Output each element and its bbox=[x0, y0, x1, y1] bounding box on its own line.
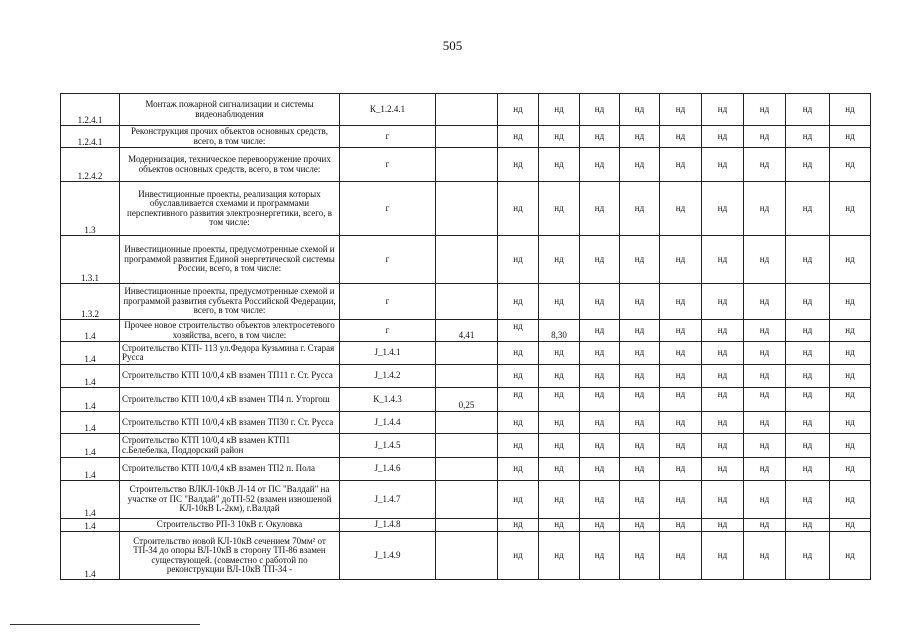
row-number: 1.4 bbox=[61, 434, 120, 458]
row-number: 1.4 bbox=[61, 365, 120, 388]
value-cell: нд bbox=[786, 458, 830, 481]
table-row bbox=[61, 126, 871, 148]
value-cell: нд bbox=[830, 519, 871, 532]
table-row bbox=[61, 182, 871, 236]
project-code: г bbox=[340, 182, 436, 236]
value-cell: 8,30 bbox=[539, 320, 580, 342]
value-cell: нд bbox=[580, 388, 620, 412]
value-cell: нд bbox=[539, 236, 580, 284]
page-number: 505 bbox=[442, 38, 463, 53]
value-cell: нд bbox=[580, 481, 620, 519]
value-cell: нд bbox=[498, 284, 539, 320]
project-code: К_1.2.4.1 bbox=[340, 94, 436, 126]
row-number: 1.2.4.1 bbox=[61, 94, 120, 126]
value-cell: 0,25 bbox=[436, 388, 498, 412]
project-name: Строительство ВЛКЛ-10кВ Л-14 от ПС "Валдай" на участке от ПС "Валдай" доТП-52 (взамен изношеной КЛ-10кВ L-2км), г.Валдай bbox=[120, 481, 340, 519]
value-cell bbox=[436, 481, 498, 519]
value-cell bbox=[436, 458, 498, 481]
value-cell: нд bbox=[786, 481, 830, 519]
value-cell: нд bbox=[744, 532, 786, 580]
value-cell: нд bbox=[498, 182, 539, 236]
value-cell bbox=[436, 284, 498, 320]
value-cell: нд bbox=[660, 434, 702, 458]
value-cell: нд bbox=[702, 365, 744, 388]
value-cell: нд bbox=[702, 342, 744, 365]
value-cell: нд bbox=[660, 532, 702, 580]
value-cell: нд bbox=[660, 182, 702, 236]
value-cell: нд bbox=[830, 532, 871, 580]
row-number: 1.4 bbox=[61, 458, 120, 481]
project-code: J_1.4.4 bbox=[340, 412, 436, 434]
table-row bbox=[61, 532, 871, 580]
value-cell: нд bbox=[620, 148, 660, 182]
value-cell: нд bbox=[786, 519, 830, 532]
value-cell bbox=[436, 126, 498, 148]
value-cell: нд bbox=[620, 126, 660, 148]
value-cell: нд bbox=[620, 365, 660, 388]
value-cell: нд bbox=[620, 94, 660, 126]
value-cell: нд bbox=[702, 320, 744, 342]
value-cell bbox=[436, 94, 498, 126]
value-cell: нд bbox=[498, 481, 539, 519]
value-cell: нд bbox=[498, 126, 539, 148]
row-number: 1.2.4.2 bbox=[61, 148, 120, 182]
table-row bbox=[61, 458, 871, 481]
value-cell: нд bbox=[620, 320, 660, 342]
value-cell: нд bbox=[498, 365, 539, 388]
value-cell: нд bbox=[498, 434, 539, 458]
value-cell: нд bbox=[539, 481, 580, 519]
value-cell: нд bbox=[786, 284, 830, 320]
value-cell: нд bbox=[744, 412, 786, 434]
row-number: 1.4 bbox=[61, 342, 120, 365]
row-number: 1.2.4.1 bbox=[61, 126, 120, 148]
value-cell: нд bbox=[786, 342, 830, 365]
value-cell: нд bbox=[620, 434, 660, 458]
value-cell bbox=[436, 365, 498, 388]
value-cell: 4,41 bbox=[436, 320, 498, 342]
value-cell: нд bbox=[830, 458, 871, 481]
value-cell: нд bbox=[702, 94, 744, 126]
value-cell: нд bbox=[660, 236, 702, 284]
project-name: Строительство КТП 10/0,4 кВ взамен КТП1 с.Белебелка, Поддорский район bbox=[120, 434, 340, 458]
project-name: Монтаж пожарной сигнализации и системы видеонаблюдения bbox=[120, 94, 340, 126]
value-cell: нд bbox=[660, 519, 702, 532]
value-cell: нд bbox=[830, 342, 871, 365]
value-cell: нд bbox=[786, 94, 830, 126]
project-name: Инвестиционные проекты, предусмотренные схемой и программой развития субъекта Российской Федерации, всего, в том числе: bbox=[120, 284, 340, 320]
value-cell: нд bbox=[580, 458, 620, 481]
table-body bbox=[61, 94, 871, 580]
value-cell: нд bbox=[744, 320, 786, 342]
value-cell: нд bbox=[786, 182, 830, 236]
project-name: Строительство КТП 10/0,4 кВ взамен ТП4 п. Уторгош bbox=[120, 388, 340, 412]
table-row bbox=[61, 148, 871, 182]
project-name: Прочее новое строительство объектов электросетевого хозяйства, всего, в том числе: bbox=[120, 320, 340, 342]
value-cell bbox=[436, 342, 498, 365]
value-cell: нд bbox=[620, 519, 660, 532]
value-cell: нд bbox=[498, 342, 539, 365]
value-cell: нд bbox=[786, 388, 830, 412]
value-cell bbox=[436, 236, 498, 284]
project-name: Модернизация, техническое перевооружение прочих объектов основных средств, всего, в том числе: bbox=[120, 148, 340, 182]
value-cell: нд bbox=[660, 412, 702, 434]
value-cell: нд bbox=[702, 236, 744, 284]
value-cell: нд bbox=[744, 342, 786, 365]
value-cell: нд bbox=[498, 236, 539, 284]
value-cell: нд bbox=[744, 182, 786, 236]
value-cell bbox=[436, 148, 498, 182]
value-cell: нд bbox=[580, 126, 620, 148]
value-cell: нд bbox=[660, 365, 702, 388]
value-cell: нд bbox=[744, 284, 786, 320]
project-code: J_1.4.9 bbox=[340, 532, 436, 580]
value-cell: нд bbox=[702, 434, 744, 458]
value-cell: нд bbox=[539, 342, 580, 365]
value-cell: нд bbox=[660, 126, 702, 148]
project-name: Инвестиционные проекты, предусмотренные схемой и программой развития Единой энергетической системы России, всего, в том числе: bbox=[120, 236, 340, 284]
value-cell: нд bbox=[539, 365, 580, 388]
value-cell: нд bbox=[660, 458, 702, 481]
value-cell: нд bbox=[498, 388, 539, 412]
project-name: Строительство новой КЛ-10кВ сечением 70мм² от ТП-34 до опоры ВЛ-10кВ в сторону ТП-86 взамен существующей. (совместно с работой по реконструкции ВЛ-10кВ ТП-34 - bbox=[120, 532, 340, 580]
value-cell: нд bbox=[830, 434, 871, 458]
table-row bbox=[61, 342, 871, 365]
project-code: г bbox=[340, 284, 436, 320]
value-cell: нд bbox=[498, 320, 539, 342]
value-cell: нд bbox=[830, 148, 871, 182]
value-cell: нд bbox=[620, 388, 660, 412]
value-cell: нд bbox=[786, 434, 830, 458]
value-cell: нд bbox=[830, 365, 871, 388]
value-cell: нд bbox=[580, 532, 620, 580]
project-code: J_1.4.1 bbox=[340, 342, 436, 365]
value-cell: нд bbox=[620, 481, 660, 519]
table-row bbox=[61, 388, 871, 412]
value-cell: нд bbox=[786, 126, 830, 148]
value-cell: нд bbox=[830, 481, 871, 519]
value-cell: нд bbox=[744, 519, 786, 532]
value-cell: нд bbox=[702, 519, 744, 532]
value-cell bbox=[436, 519, 498, 532]
value-cell: нд bbox=[498, 519, 539, 532]
value-cell: нд bbox=[498, 458, 539, 481]
value-cell: нд bbox=[660, 388, 702, 412]
value-cell: нд bbox=[660, 94, 702, 126]
value-cell: нд bbox=[539, 182, 580, 236]
value-cell: нд bbox=[580, 182, 620, 236]
value-cell: нд bbox=[702, 284, 744, 320]
value-cell: нд bbox=[744, 434, 786, 458]
value-cell: нд bbox=[702, 481, 744, 519]
project-name: Строительство КТП- 113 ул.Федора Кузьмина г. Старая Русса bbox=[120, 342, 340, 365]
value-cell: нд bbox=[620, 284, 660, 320]
project-code: J_1.4.6 bbox=[340, 458, 436, 481]
value-cell: нд bbox=[620, 236, 660, 284]
value-cell: нд bbox=[580, 320, 620, 342]
value-cell: нд bbox=[786, 236, 830, 284]
project-code: J_1.4.2 bbox=[340, 365, 436, 388]
value-cell bbox=[436, 412, 498, 434]
value-cell: нд bbox=[702, 148, 744, 182]
value-cell: нд bbox=[620, 412, 660, 434]
row-number: 1.4 bbox=[61, 532, 120, 580]
value-cell: нд bbox=[498, 532, 539, 580]
table-row bbox=[61, 481, 871, 519]
footnote-divider bbox=[10, 624, 200, 625]
value-cell: нд bbox=[660, 284, 702, 320]
row-number: 1.3 bbox=[61, 182, 120, 236]
value-cell: нд bbox=[744, 458, 786, 481]
value-cell: нд bbox=[539, 519, 580, 532]
project-code: К_1.4.3 bbox=[340, 388, 436, 412]
value-cell: нд bbox=[830, 236, 871, 284]
value-cell: нд bbox=[580, 284, 620, 320]
table-row bbox=[61, 94, 871, 126]
table-row bbox=[61, 434, 871, 458]
value-cell: нд bbox=[498, 94, 539, 126]
value-cell: нд bbox=[786, 320, 830, 342]
value-cell: нд bbox=[830, 182, 871, 236]
project-name: Строительство КТП 10/0,4 кВ взамен ТП30 г. Ст. Русса bbox=[120, 412, 340, 434]
project-code: J_1.4.5 bbox=[340, 434, 436, 458]
project-code: г bbox=[340, 320, 436, 342]
table-row bbox=[61, 320, 871, 342]
value-cell: нд bbox=[830, 388, 871, 412]
value-cell: нд bbox=[830, 126, 871, 148]
value-cell: нд bbox=[830, 320, 871, 342]
value-cell: нд bbox=[744, 126, 786, 148]
row-number: 1.4 bbox=[61, 519, 120, 532]
value-cell: нд bbox=[744, 236, 786, 284]
value-cell: нд bbox=[580, 94, 620, 126]
value-cell: нд bbox=[702, 412, 744, 434]
value-cell: нд bbox=[786, 365, 830, 388]
value-cell: нд bbox=[744, 481, 786, 519]
value-cell: нд bbox=[539, 412, 580, 434]
value-cell: нд bbox=[620, 532, 660, 580]
value-cell: нд bbox=[620, 458, 660, 481]
value-cell: нд bbox=[702, 182, 744, 236]
row-number: 1.4 bbox=[61, 412, 120, 434]
project-code: J_1.4.7 bbox=[340, 481, 436, 519]
value-cell: нд bbox=[539, 388, 580, 412]
project-code: г bbox=[340, 236, 436, 284]
value-cell: нд bbox=[539, 284, 580, 320]
value-cell: нд bbox=[744, 388, 786, 412]
value-cell: нд bbox=[539, 532, 580, 580]
row-number: 1.4 bbox=[61, 481, 120, 519]
value-cell: нд bbox=[498, 412, 539, 434]
value-cell: нд bbox=[702, 126, 744, 148]
project-name: Строительство РП-3 10кВ г. Окуловка bbox=[120, 519, 340, 532]
project-code: J_1.4.8 bbox=[340, 519, 436, 532]
row-number: 1.3.2 bbox=[61, 284, 120, 320]
project-code: г bbox=[340, 126, 436, 148]
value-cell: нд bbox=[498, 148, 539, 182]
value-cell: нд bbox=[786, 148, 830, 182]
value-cell: нд bbox=[620, 182, 660, 236]
value-cell: нд bbox=[580, 519, 620, 532]
value-cell: нд bbox=[660, 320, 702, 342]
value-cell: нд bbox=[786, 532, 830, 580]
value-cell bbox=[436, 182, 498, 236]
row-number: 1.3.1 bbox=[61, 236, 120, 284]
value-cell: нд bbox=[580, 434, 620, 458]
value-cell: нд bbox=[539, 94, 580, 126]
table-row bbox=[61, 236, 871, 284]
value-cell: нд bbox=[539, 434, 580, 458]
investment-table bbox=[60, 93, 871, 580]
value-cell: нд bbox=[620, 342, 660, 365]
value-cell bbox=[436, 532, 498, 580]
row-number: 1.4 bbox=[61, 388, 120, 412]
project-code: г bbox=[340, 148, 436, 182]
project-name: Инвестиционные проекты, реализация которых обуславливается схемами и программами перспективного развития электроэнергетики, всего, в том числе: bbox=[120, 182, 340, 236]
project-name: Строительство КТП 10/0,4 кВ взамен ТП2 п. Пола bbox=[120, 458, 340, 481]
project-name: Реконструкция прочих объектов основных средств, всего, в том числе: bbox=[120, 126, 340, 148]
table-row bbox=[61, 519, 871, 532]
value-cell: нд bbox=[744, 148, 786, 182]
value-cell: нд bbox=[580, 236, 620, 284]
value-cell: нд bbox=[702, 458, 744, 481]
value-cell: нд bbox=[539, 458, 580, 481]
value-cell: нд bbox=[744, 365, 786, 388]
project-name: Строительство КТП 10/0,4 кВ взамен ТП11 г. Ст. Русса bbox=[120, 365, 340, 388]
value-cell: нд bbox=[580, 365, 620, 388]
value-cell bbox=[436, 434, 498, 458]
value-cell: нд bbox=[580, 148, 620, 182]
value-cell: нд bbox=[830, 284, 871, 320]
row-number: 1.4 bbox=[61, 320, 120, 342]
value-cell: нд bbox=[539, 126, 580, 148]
value-cell: нд bbox=[702, 532, 744, 580]
value-cell: нд bbox=[539, 148, 580, 182]
value-cell: нд bbox=[702, 388, 744, 412]
value-cell: нд bbox=[744, 94, 786, 126]
table-row bbox=[61, 412, 871, 434]
value-cell: нд bbox=[830, 412, 871, 434]
value-cell: нд bbox=[580, 412, 620, 434]
table-row bbox=[61, 284, 871, 320]
table-row bbox=[61, 365, 871, 388]
value-cell: нд bbox=[660, 481, 702, 519]
value-cell: нд bbox=[580, 342, 620, 365]
value-cell: нд bbox=[830, 94, 871, 126]
value-cell: нд bbox=[786, 412, 830, 434]
value-cell: нд bbox=[660, 148, 702, 182]
value-cell: нд bbox=[660, 342, 702, 365]
